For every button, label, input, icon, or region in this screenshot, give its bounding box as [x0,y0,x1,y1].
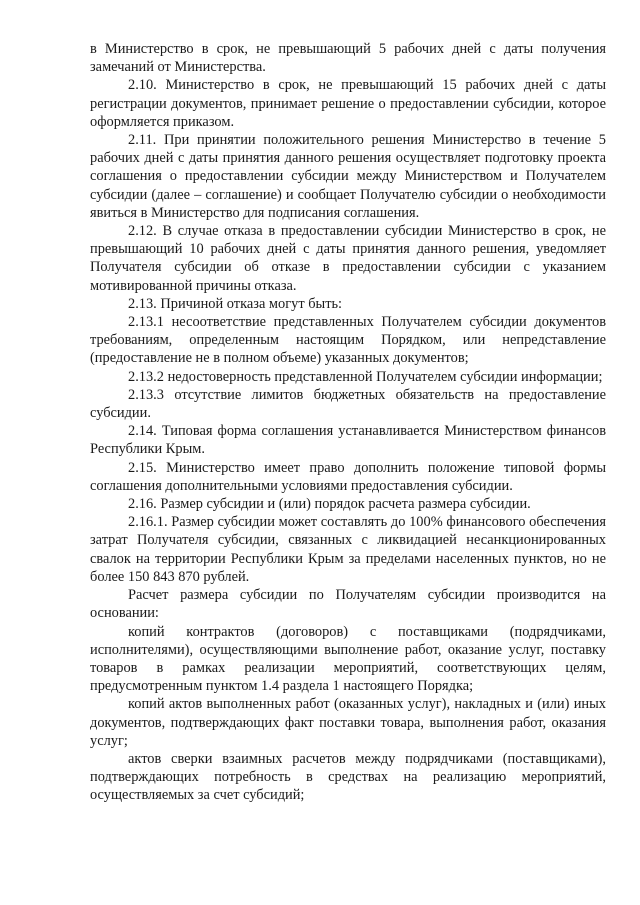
paragraph-2-16: 2.16. Размер субсидии и (или) порядок расчета размера субсидии. [128,496,531,513]
paragraph-2-11: 2.11. При принятии положительного решения Министерство в течение 5 рабочих дней с даты принятия данного решения осуществляет подготовку проекта соглашения о предоставлении субсидии между Министерством и Получателем субсидии (далее – соглашение) и сообщает Получателю субсидии о необходимости явиться в Министерство для подписания соглашения. [90,132,606,221]
paragraph-2-13-1: 2.13.1 несоответствие представленных Получателем субсидии документов требованиям, определенным настоящим Порядком, или непредставление (предоставление не в полном объеме) указанных документов; [90,314,606,367]
paragraph-2-10: 2.10. Министерство в срок, не превышающий 15 рабочих дней с даты регистрации документов, принимает решение о предоставлении субсидии, которое оформляется приказом. [90,77,606,130]
paragraph-2-12: 2.12. В случае отказа в предоставлении субсидии Министерство в срок, не превышающий 10 рабочих дней с даты принятия данного решения, уведомляет Получателя субсидии об отказе в предоставлении субсидии с указанием мотивированной причины отказа. [90,223,606,294]
paragraph-contracts: копий контрактов (договоров) с поставщиками (подрядчиками, исполнителями), осуществляющими выполнение работ, оказание услуг, поставку товаров в рамках реализации мероприятий, соответствующих целям, предусмотренным пунктом 1.4 раздела 1 настоящего Порядка; [90,623,606,695]
paragraph-reconciliation: актов сверки взаимных расчетов между подрядчиками (поставщиками), подтверждающих потребность в средствах на реализацию мероприятий, осуществляемых за счет субсидий; [90,750,606,804]
document-page [90,40,606,805]
paragraph-calculation: Расчет размера субсидии по Получателям субсидии производится на основании: [90,587,606,622]
paragraph-2-13-2: 2.13.2 недостоверность представленной Получателем субсидии информации; [128,368,603,385]
paragraph-acts: копий актов выполненных работ (оказанных услуг), накладных и (или) иных документов, подтверждающих факт поставки товара, выполнения работ, оказания услуг; [90,696,606,749]
paragraph-2-13: 2.13. Причиной отказа могут быть: [128,295,343,312]
paragraph-continuation: в Министерство в срок, не превышающий 5 рабочих дней с даты получения замечаний от Министерства. [90,41,606,76]
paragraph-2-15: 2.15. Министерство имеет право дополнить положение типовой формы соглашения дополнительными условиями предоставления субсидии. [90,459,606,494]
paragraph-2-14: 2.14. Типовая форма соглашения устанавливается Министерством финансов Республики Крым. [90,423,606,458]
paragraph-2-13-3: 2.13.3 отсутствие лимитов бюджетных обязательств на предоставление субсидии. [90,386,606,422]
paragraph-2-16-1: 2.16.1. Размер субсидии может составлять до 100% финансового обеспечения затрат Получателя субсидии, связанных с ликвидацией несанкционированных свалок на территории Республики Крым за пределами населенных пунктов, но не более 150 843 870 рублей. [90,514,606,585]
